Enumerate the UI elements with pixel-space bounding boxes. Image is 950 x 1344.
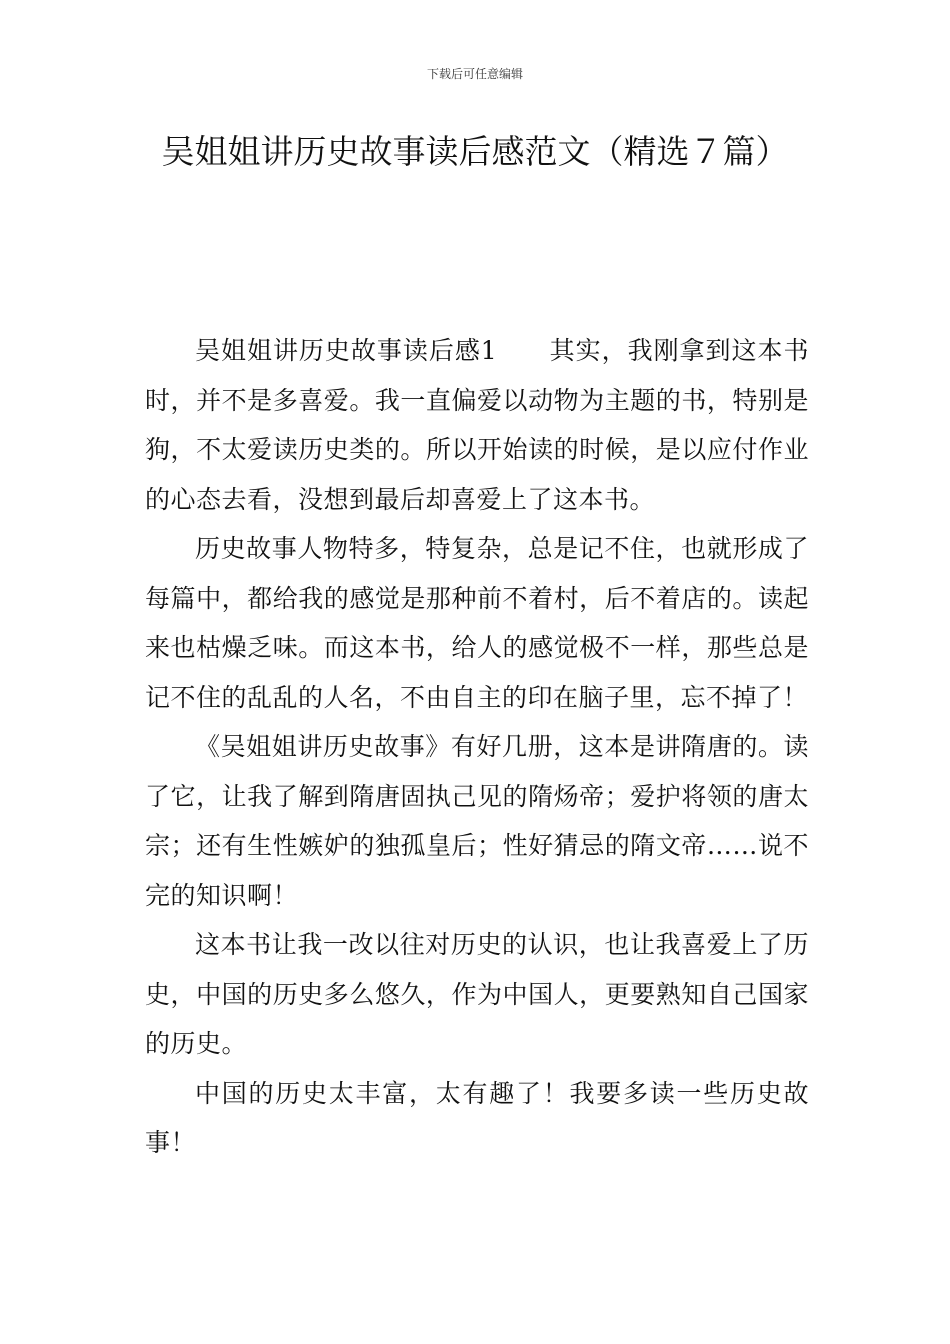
- paragraph: 《吴姐姐讲历史故事》有好几册，这本是讲隋唐的。读了它，让我了解到隋唐固执己见的隋炀帝；爱护将领的唐太宗；还有生性嫉妒的独孤皇后；性好猜忌的隋文帝……说不完的知识啊！: [145, 732, 809, 910]
- paragraph: 这本书让我一改以往对历史的认识，也让我喜爱上了历史，中国的历史多么悠久，作为中国人，更要熟知自己国家的历史。: [145, 930, 809, 1058]
- header-note: 下载后可任意编辑: [426, 67, 523, 81]
- document-title: 吴姐姐讲历史故事读后感范文（精选７篇）: [161, 132, 789, 171]
- document-body: [145, 326, 809, 1168]
- paragraph: 中国的历史太丰富，太有趣了！我要多读一些历史故事！: [145, 1078, 809, 1157]
- paragraph: 吴姐姐讲历史故事读后感1 其实，我刚拿到这本书时，并不是多喜爱。我一直偏爱以动物为主题的书，特别是狗，不太爱读历史类的。所以开始读的时候，是以应付作业的心态去看，没想到最后却喜爱上了这本书。: [145, 336, 809, 514]
- paragraph: 历史故事人物特多，特复杂，总是记不住，也就形成了每篇中，都给我的感觉是那种前不着村，后不着店的。读起来也枯燥乏味。而这本书，给人的感觉极不一样，那些总是记不住的乱乱的人名，不由自主的印在脑子里，忘不掉了！: [145, 534, 809, 712]
